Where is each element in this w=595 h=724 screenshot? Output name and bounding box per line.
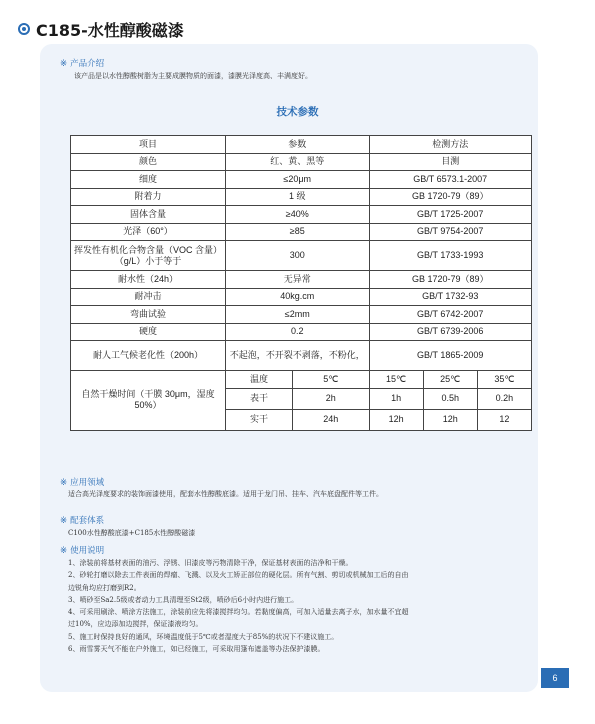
row-item: 光泽（60°） — [71, 223, 226, 241]
spec-table — [70, 135, 532, 431]
reference-mark-icon: ※ — [60, 546, 68, 556]
table-row — [71, 223, 532, 241]
row-param: 红、黄、黑等 — [226, 153, 370, 171]
hard-dry-value: 12h — [423, 409, 477, 430]
row-method: GB/T 6742-2007 — [369, 306, 532, 324]
surface-dry-label: 表干 — [226, 388, 293, 409]
table-row — [71, 206, 532, 224]
row-method: GB/T 1725-2007 — [369, 206, 532, 224]
header-method: 检测方法 — [369, 136, 532, 154]
row-param: ≥85 — [226, 223, 370, 241]
drying-temp-row — [71, 371, 532, 389]
title-bullet-icon — [18, 23, 30, 35]
surface-dry-value: 0.2h — [477, 388, 531, 409]
row-method: GB/T 6739-2006 — [369, 323, 532, 341]
row-param: ≤2mm — [226, 306, 370, 324]
intro-text: 该产品是以水性醇酸树脂为主要成膜物质的面漆，漆膜光泽度高、丰满度好。 — [74, 72, 312, 80]
usage-line: 4、可采用刷涂、喷涂方法施工，涂装前应先将漆搅拌均匀。若黏度偏高，可加入适量去离子水，加水量不宜超 — [68, 608, 409, 617]
table-row — [71, 171, 532, 189]
row-item: 耐冲击 — [71, 288, 226, 306]
system-text: C100水性醇酸底漆+C185水性醇酸磁漆 — [68, 529, 196, 537]
usage-heading: ※ 使用说明 — [60, 546, 105, 556]
usage-line: 2、砂轮打磨以除去工件表面的焊瘤、飞溅、以及火工矫正部位的硬化层。所有气割、剪切或机械加工后的自由 — [68, 571, 409, 580]
hard-dry-value: 12 — [477, 409, 531, 430]
row-method: GB/T 1865-2009 — [369, 341, 532, 371]
row-item: 硬度 — [71, 323, 226, 341]
row-item: 弯曲试验 — [71, 306, 226, 324]
table-row — [71, 306, 532, 324]
table-header-row — [71, 136, 532, 154]
tech-params-title: 技术参数 — [276, 106, 319, 118]
drying-label: 自然干燥时间（干膜 30μm，湿度 50%） — [71, 371, 226, 431]
intro-heading: ※ 产品介绍 — [60, 59, 105, 69]
row-param: 40kg.cm — [226, 288, 370, 306]
temp-value: 15℃ — [369, 371, 423, 389]
row-item: 固体含量 — [71, 206, 226, 224]
row-item: 附着力 — [71, 188, 226, 206]
usage-line: 3、喷砂至Sa2.5级或者动力工具清理至St2级，喷砂后6小时内进行施工。 — [68, 595, 299, 604]
page-title: C185-水性醇酸磁漆 — [36, 20, 184, 40]
surface-dry-value: 2h — [293, 388, 370, 409]
row-method: GB 1720-79（89） — [369, 188, 532, 206]
surface-dry-value: 1h — [369, 388, 423, 409]
temp-value: 35℃ — [477, 371, 531, 389]
usage-line: 过10%，应边添加边搅拌，保证漆液均匀。 — [68, 620, 203, 629]
table-row — [71, 288, 532, 306]
row-item: 耐人工气候老化性（200h） — [71, 341, 226, 371]
row-method: GB/T 1732-93 — [369, 288, 532, 306]
table-row — [71, 271, 532, 289]
row-item: 细度 — [71, 171, 226, 189]
application-text: 适合高光泽度要求的装饰面漆使用，配套水性醇酸底漆。适用于龙门吊、挂车、汽车底盘配件等工件。 — [68, 490, 383, 498]
row-param: 1 级 — [226, 188, 370, 206]
row-param: ≤20μm — [226, 171, 370, 189]
usage-line: 边锐角均应打磨到R2。 — [68, 583, 141, 592]
page-number-tab: 6 — [541, 668, 569, 688]
row-item: 挥发性有机化合物含量（VOC 含量）（g/L）小于等于 — [71, 241, 226, 271]
row-param: 300 — [226, 241, 370, 271]
hard-dry-value: 12h — [369, 409, 423, 430]
usage-line: 6、雨雪雾天气不能在户外施工，如已经施工，可采取用篷布遮盖等办法保护漆膜。 — [68, 645, 325, 654]
temp-value: 5℃ — [293, 371, 370, 389]
table-row — [71, 188, 532, 206]
header-item: 项目 — [71, 136, 226, 154]
row-param: 不起泡，不开裂不剥落，不粉化， — [226, 341, 370, 371]
application-heading: ※ 应用领域 — [60, 478, 105, 488]
page-title-row — [18, 16, 184, 42]
system-heading: ※ 配套体系 — [60, 516, 105, 526]
row-method: GB/T 1733-1993 — [369, 241, 532, 271]
row-item: 颜色 — [71, 153, 226, 171]
row-method: GB/T 6573.1-2007 — [369, 171, 532, 189]
hard-dry-value: 24h — [293, 409, 370, 430]
row-param: 无异常 — [226, 271, 370, 289]
usage-line: 5、施工时保持良好的通风，环境温度低于5℃或者湿度大于85%的状况下不建议施工。 — [68, 632, 339, 641]
row-method: GB 1720-79（89） — [369, 271, 532, 289]
table-row — [71, 341, 532, 371]
usage-list — [68, 557, 508, 655]
row-item: 耐水性（24h） — [71, 271, 226, 289]
header-param: 参数 — [226, 136, 370, 154]
table-row — [71, 323, 532, 341]
usage-line: 1、涂装前将基材表面的油污、浮锈、旧漆皮等污物清除干净，保证基材表面的洁净和干燥。 — [68, 559, 353, 567]
reference-mark-icon: ※ — [60, 478, 68, 488]
hard-dry-label: 实干 — [226, 409, 293, 430]
row-param: 0.2 — [226, 323, 370, 341]
surface-dry-value: 0.5h — [423, 388, 477, 409]
temp-label: 温度 — [226, 371, 293, 389]
row-method: 目测 — [369, 153, 532, 171]
row-method: GB/T 9754-2007 — [369, 223, 532, 241]
table-row — [71, 153, 532, 171]
table-row — [71, 241, 532, 271]
row-param: ≥40% — [226, 206, 370, 224]
temp-value: 25℃ — [423, 371, 477, 389]
reference-mark-icon: ※ — [60, 516, 68, 526]
reference-mark-icon: ※ — [60, 59, 68, 69]
